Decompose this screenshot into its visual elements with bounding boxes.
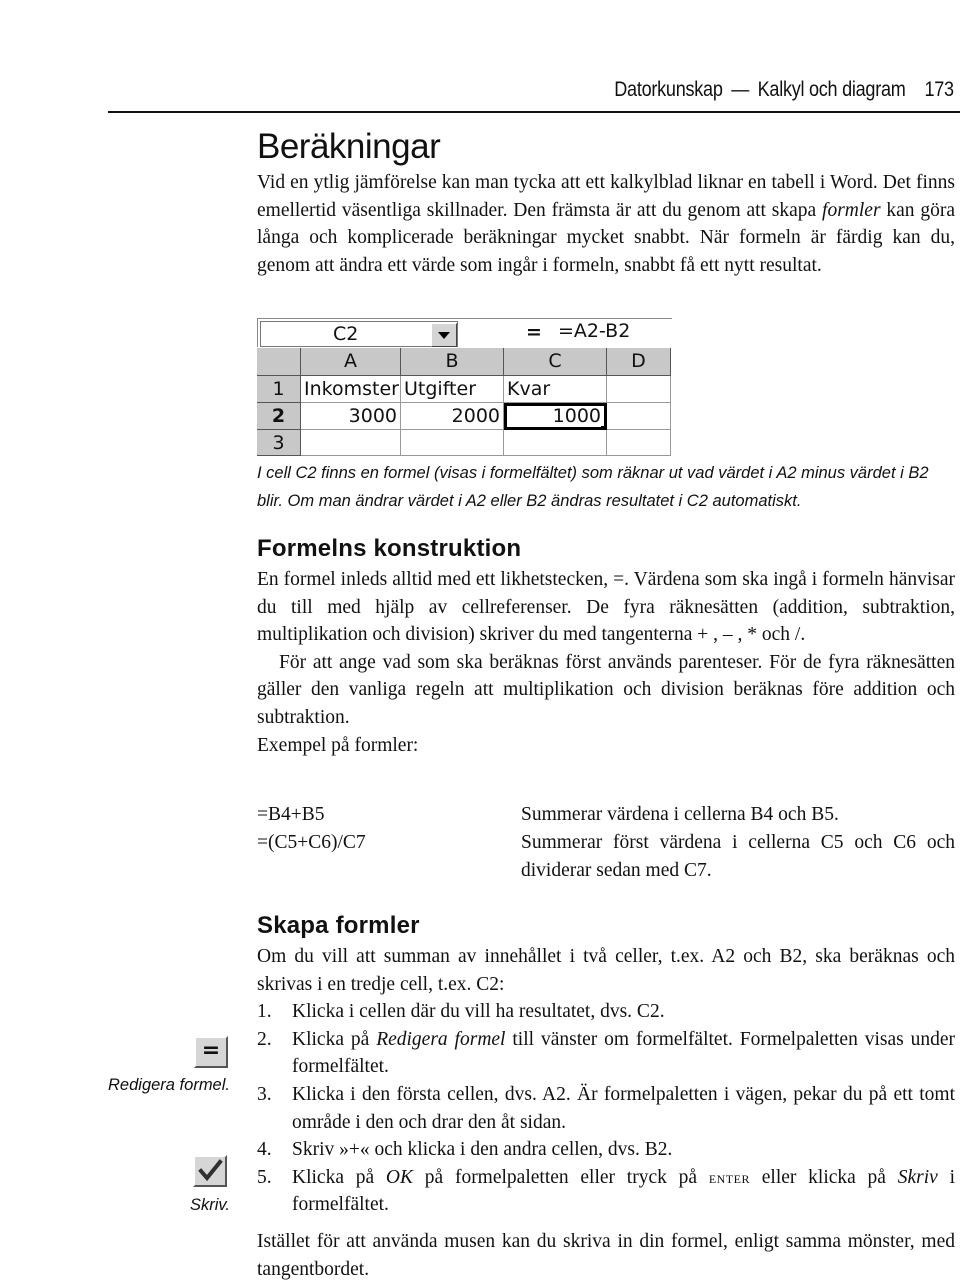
cell-d3[interactable] [607, 430, 671, 456]
step-text: eller klicka på [749, 1166, 898, 1188]
paragraph-text: Vid en ytlig jämförelse kan man tycka att ett kalkylblad liknar en tabell i Word. Det finns emellertid väsentliga skillnader. Den främsta är att du genom att skapa [257, 172, 955, 221]
list-item [257, 998, 955, 1026]
step-text: i formelfältet. [292, 1166, 955, 1216]
section-formelns-konstruktion [257, 535, 955, 759]
paragraph [257, 169, 955, 279]
section-title: Skapa formler [257, 912, 420, 939]
section-skapa-formler [257, 912, 955, 1283]
step-number: 2. [257, 1028, 272, 1050]
chevron-down-icon[interactable] [431, 323, 457, 347]
step-text: Klicka på [292, 1028, 377, 1050]
equals-button[interactable]: = [526, 321, 542, 343]
name-box-value: C2 [333, 323, 359, 345]
row-header[interactable]: 1 [257, 376, 301, 403]
figure-caption: I cell C2 finns en formel (visas i formelfältet) som räknar ut vad värdet i A2 minus värdet i B2 blir. Om man ändrar värdet i A2 eller B2 ändras resultatet i C2 automatiskt. [257, 464, 929, 510]
cell-b2[interactable]: 2000 [401, 403, 504, 430]
cell-a1[interactable]: Inkomster [301, 376, 401, 403]
row-header[interactable]: 3 [257, 430, 301, 456]
paragraph: Istället för att använda musen kan du skriva in din formel, enligt samma mönster, med tangentbordet. [257, 1230, 955, 1280]
step-text: Skriv »+« och klicka i den andra cellen, dvs. B2. [292, 1139, 673, 1161]
step-text: Klicka på [292, 1166, 386, 1188]
paragraph: Om du vill att summan av innehållet i två celler, t.ex. A2 och B2, ska beräknas och skrivas i en tredje cell, t.ex. C2: [257, 946, 955, 995]
select-all-corner[interactable] [257, 348, 301, 376]
example-description: Summerar värdena i cellerna B4 och B5. [521, 804, 839, 825]
key-name: enter [708, 1167, 750, 1187]
example-formula: =B4+B5 [257, 804, 325, 825]
cell-c3[interactable] [504, 430, 607, 456]
cell-b1[interactable]: Utgifter [401, 376, 504, 403]
cell-b3[interactable] [401, 430, 504, 456]
row-header[interactable]: 2 [257, 403, 301, 430]
step-number: 3. [257, 1083, 272, 1105]
step-text: Klicka i den första cellen, dvs. A2. Är formelpaletten i vägen, pekar du på ett tomt område i den och drar den åt sidan. [292, 1083, 955, 1133]
header-separator: — [731, 78, 750, 101]
step-text: till vänster om formelfältet. Formelpaletten visas under formelfältet. [292, 1028, 956, 1078]
step-text: på formelpaletten eller tryck på [413, 1166, 709, 1188]
steps-list [257, 998, 955, 1219]
cell-c1[interactable]: Kvar [504, 376, 607, 403]
list-item [257, 1081, 955, 1136]
paragraph: En formel inleds alltid med ett likhetstecken, =. Värdena som ska ingå i formeln hänvisar du till med hjälp av cellreferenser. De fyra räknesätten (addition, subtraktion, multiplikation och division) skriver du med tangenterna + , – , * och /. [257, 569, 955, 646]
paragraph-text: kan göra långa och komplicerade beräkningar mycket snabbt. När formeln är färdig kan du, genom att ändra ett värde som ingår i formeln, snabbt få ett nytt resultat. [257, 199, 956, 276]
column-header[interactable]: C [504, 348, 607, 376]
header-rule [108, 111, 960, 113]
column-header[interactable]: B [401, 348, 504, 376]
step-number: 5. [257, 1166, 272, 1188]
paragraph: För att ange vad som ska beräknas först används parenteser. För de fyra räknesätten gäller den vanliga regeln att multiplikation och division beräknas före addition och subtraktion. [257, 651, 955, 728]
book-title: Datorkunskap [614, 78, 723, 101]
example-formula: =(C5+C6)/C7 [257, 832, 366, 853]
cell-c2-active[interactable]: 1000 [504, 403, 607, 430]
cell-d2[interactable] [607, 403, 671, 430]
paragraph: Exempel på formler: [257, 734, 419, 756]
equals-icon: = [194, 1036, 228, 1068]
example-description: Summerar först värdena i cellerna C5 och C6 och dividerar sedan med C7. [521, 832, 955, 881]
step-italic: Redigera formel [376, 1028, 506, 1050]
margin-label-edit-formula: Redigera formel. [108, 1076, 230, 1094]
step-number: 4. [257, 1139, 272, 1161]
name-box[interactable] [260, 321, 458, 347]
column-header[interactable]: D [607, 348, 671, 376]
step-italic: OK [385, 1166, 414, 1188]
checkmark-icon [193, 1155, 227, 1187]
formula-bar [257, 318, 672, 347]
page-number: 173 [924, 78, 954, 101]
list-item [257, 1164, 955, 1219]
spreadsheet-screenshot [257, 318, 671, 456]
step-number: 1. [257, 1001, 272, 1023]
section-title: Beräkningar [257, 127, 441, 166]
cell-d1[interactable] [607, 376, 671, 403]
margin-label-enter: Skriv. [189, 1196, 230, 1214]
paragraph-italic: formler [822, 199, 881, 221]
column-header[interactable]: A [301, 348, 401, 376]
chapter-title: Kalkyl och diagram [757, 78, 906, 101]
list-item [257, 1136, 955, 1164]
section-title: Formelns konstruktion [257, 535, 522, 562]
section-berakningar [257, 127, 955, 279]
step-italic: Skriv [897, 1166, 938, 1188]
cell-a3[interactable] [301, 430, 401, 456]
step-text: Klicka i cellen där du vill ha resultatet, dvs. C2. [292, 1001, 665, 1023]
cell-a2[interactable]: 3000 [301, 403, 401, 430]
formula-field[interactable]: =A2-B2 [558, 320, 631, 342]
list-item [257, 1026, 955, 1081]
running-header [614, 78, 954, 102]
